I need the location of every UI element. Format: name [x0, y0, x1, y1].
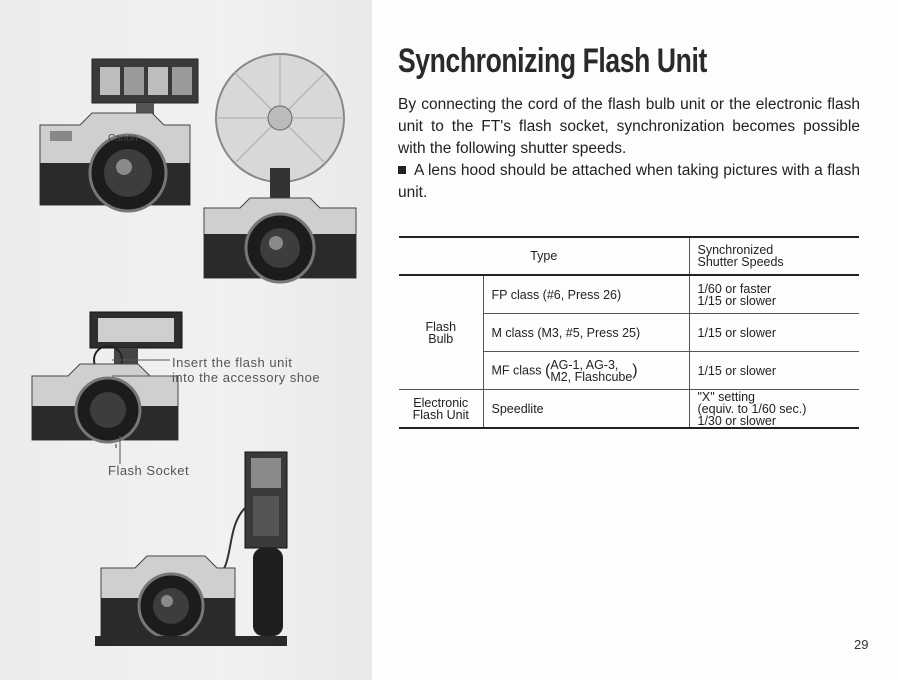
speed-cell-line1: "X" setting — [697, 389, 756, 404]
flash-sync-table — [399, 236, 859, 429]
left-page-photo-panel — [0, 0, 372, 680]
speed-cell-line3: 1/30 or slower — [697, 413, 777, 428]
group-flash-bulb-line1: Flash — [425, 319, 457, 334]
speed-cell: 1/15 or slower — [689, 352, 859, 390]
type-cell: M class (M3, #5, Press 25) — [483, 314, 689, 352]
caption-flash-socket: Flash Socket — [108, 463, 190, 478]
speed-cell-line2: 1/15 or slower — [697, 293, 777, 308]
paren-open: ( — [544, 361, 551, 379]
body-text — [398, 94, 860, 204]
header-sync-speeds — [689, 237, 859, 275]
lens-hood-note — [398, 160, 860, 204]
mf-class-bulbs — [550, 359, 632, 383]
group-electronic-flash-line2: Flash Unit — [412, 407, 469, 422]
speed-cell-line2: (equiv. to 1/60 sec.) — [697, 401, 807, 416]
group-flash-bulb-line2: Bulb — [428, 331, 454, 346]
speed-cell: 1/15 or slower — [689, 314, 859, 352]
header-type: Type — [399, 237, 689, 275]
type-cell: Speedlite — [483, 390, 689, 429]
type-cell — [483, 352, 689, 390]
group-flash-bulb — [399, 275, 483, 390]
camera-with-bulb-flash-illustration — [200, 48, 360, 288]
camera-with-speedlite-illustration — [95, 448, 295, 658]
mf-class-bulbs-line2: M2, Flashcube — [550, 369, 633, 384]
paren-close: ) — [632, 361, 638, 379]
header-sync-speeds-line2: Shutter Speeds — [697, 255, 784, 269]
page-title: Synchronizing Flash Unit — [398, 42, 707, 80]
page-number: 29 — [854, 637, 869, 652]
intro-paragraph: By connecting the cord of the flash bulb unit or the electronic flash unit to the FT's flash socket, synchronization becomes possible with the following shutter speeds. — [398, 96, 860, 157]
speed-cell — [689, 390, 859, 429]
caption-accessory-shoe — [172, 355, 320, 385]
table-row — [399, 390, 859, 429]
group-electronic-flash — [399, 390, 483, 429]
bullet-square-icon — [398, 166, 406, 174]
camera-with-flash-cube-illustration — [20, 55, 210, 230]
type-cell: FP class (#6, Press 26) — [483, 275, 689, 314]
table-header-row — [399, 237, 859, 275]
speed-cell-line1: 1/60 or faster — [697, 281, 772, 296]
table-row — [399, 275, 859, 314]
mf-class-bulbs-line1: AG-1, AG-3, — [550, 357, 619, 372]
speed-cell — [689, 275, 859, 314]
header-sync-speeds-line1: Synchronized — [697, 243, 774, 257]
group-electronic-flash-line1: Electronic — [413, 395, 469, 410]
lens-hood-note-text: A lens hood should be attached when taking pictures with a flash unit. — [398, 162, 860, 201]
caption-accessory-shoe-line1: Insert the flash unit — [172, 355, 293, 370]
mf-class-prefix: MF class — [491, 362, 542, 377]
caption-accessory-shoe-line2: into the accessory shoe — [172, 370, 321, 385]
camera-brand-label: Canon — [108, 133, 138, 144]
